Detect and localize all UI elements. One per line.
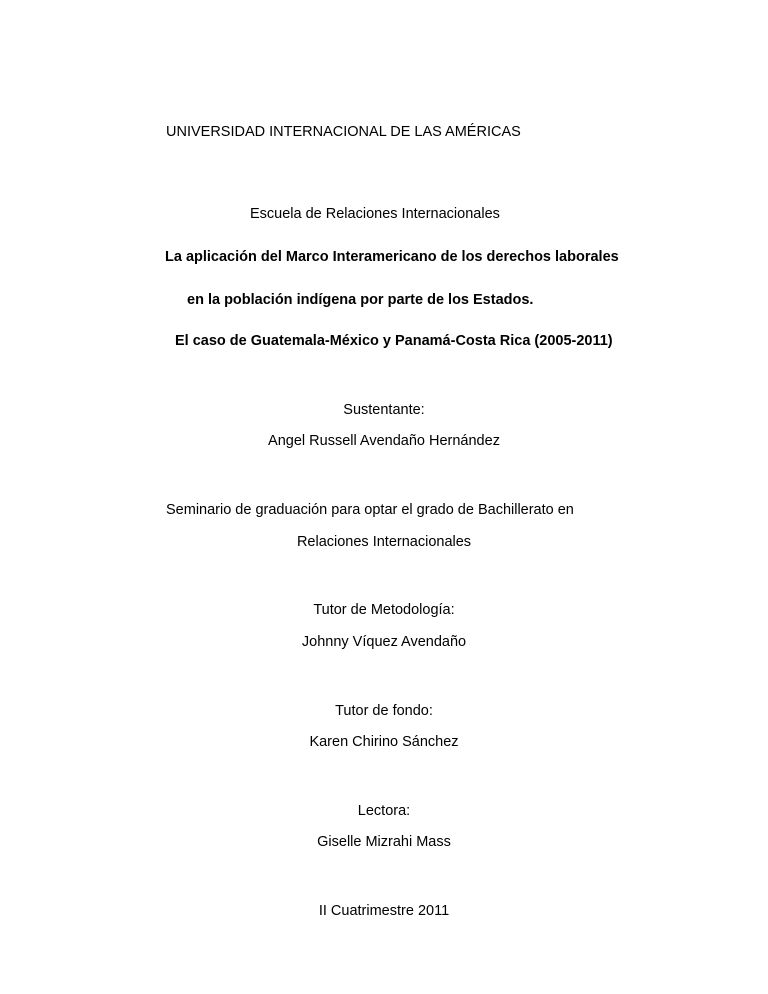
purpose-line-2: Relaciones Internacionales (296, 534, 472, 550)
methodology-tutor-label: Tutor de Metodología: (313, 602, 455, 618)
term: II Cuatrimestre 2011 (318, 903, 450, 919)
school-name: Escuela de Relaciones Internacionales (250, 206, 500, 222)
methodology-tutor-name: Johnny Víquez Avendaño (301, 634, 467, 650)
content-tutor-label: Tutor de fondo: (335, 703, 433, 719)
purpose-line-1: Seminario de graduación para optar el grado de Bachillerato en (166, 502, 574, 518)
reader-name: Giselle Mizrahi Mass (317, 834, 451, 850)
title-line-2: en la población indígena por parte de los Estados. (187, 292, 534, 308)
content-tutor-name: Karen Chirino Sánchez (309, 734, 459, 750)
title-line-3: El caso de Guatemala-México y Panamá-Costa Rica (2005-2011) (175, 333, 613, 349)
author-name: Angel Russell Avendaño Hernández (268, 433, 500, 449)
reader-label: Lectora: (357, 803, 411, 819)
university-name: UNIVERSIDAD INTERNACIONAL DE LAS AMÉRICAS (166, 124, 521, 140)
title-line-1: La aplicación del Marco Interamericano de los derechos laborales (165, 249, 619, 265)
author-label: Sustentante: (343, 402, 425, 418)
